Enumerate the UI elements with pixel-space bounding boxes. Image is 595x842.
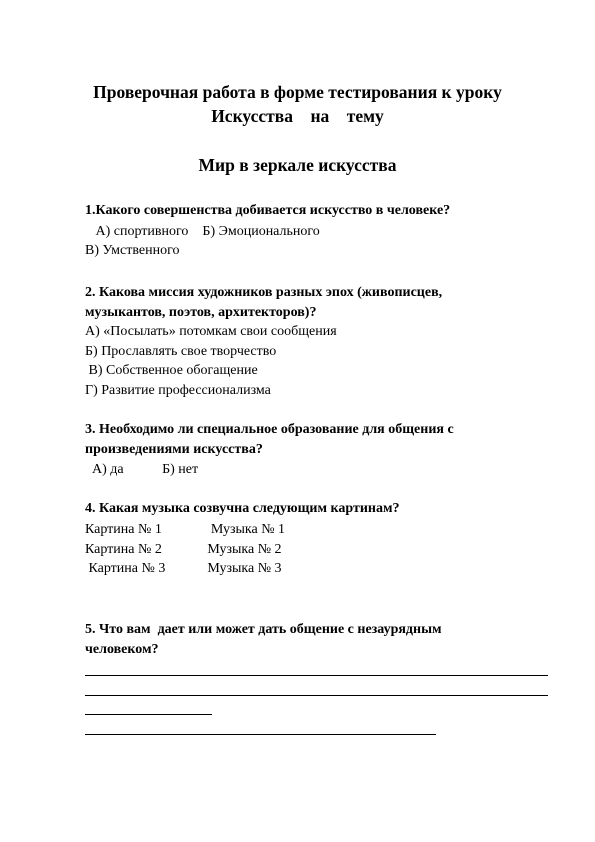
question-4: 4. Какая музыка созвучна следующим картинам? — [85, 501, 400, 516]
question-2-option: В) Собственное обогащение — [85, 363, 258, 378]
question-4-row: Картина № 1 Музыка № 1 — [85, 522, 286, 537]
answer-line — [85, 695, 548, 696]
question-5-line1: 5. Что вам дает или может дать общение с незаурядным — [85, 622, 442, 637]
question-3-line2: произведениями искусства? — [85, 442, 263, 457]
question-4-row: Картина № 3 Музыка № 3 — [85, 561, 282, 576]
question-2-option: Б) Прославлять свое творчество — [85, 344, 277, 359]
question-3-line1: 3. Необходимо ли специальное образование для общения с — [85, 422, 454, 437]
question-2-line1: 2. Какова миссия художников разных эпох (живописцев, — [85, 285, 443, 300]
question-2-line2: музыкантов, поэтов, архитекторов)? — [85, 305, 317, 320]
page-topic: Мир в зеркале искусства — [198, 155, 397, 175]
question-2-option: А) «Посылать» потомкам свои сообщения — [85, 324, 337, 339]
question-3-options: А) да Б) нет — [85, 462, 199, 477]
answer-line — [85, 714, 212, 715]
page-title-line1: Проверочная работа в форме тестирования к уроку — [93, 82, 502, 102]
question-4-row: Картина № 2 Музыка № 2 — [85, 542, 282, 557]
answer-line — [85, 734, 436, 735]
answer-line — [85, 675, 548, 676]
question-2-option: Г) Развитие профессионализма — [85, 383, 271, 398]
question-1: 1.Какого совершенства добивается искусство в человеке? — [85, 203, 451, 218]
question-5-line2: человеком? — [85, 642, 159, 657]
page-title-line2: Искусства на тему — [211, 106, 384, 126]
question-1-options-line1: А) спортивного Б) Эмоционального — [85, 224, 320, 239]
question-1-options-line2: В) Умственного — [85, 243, 180, 258]
